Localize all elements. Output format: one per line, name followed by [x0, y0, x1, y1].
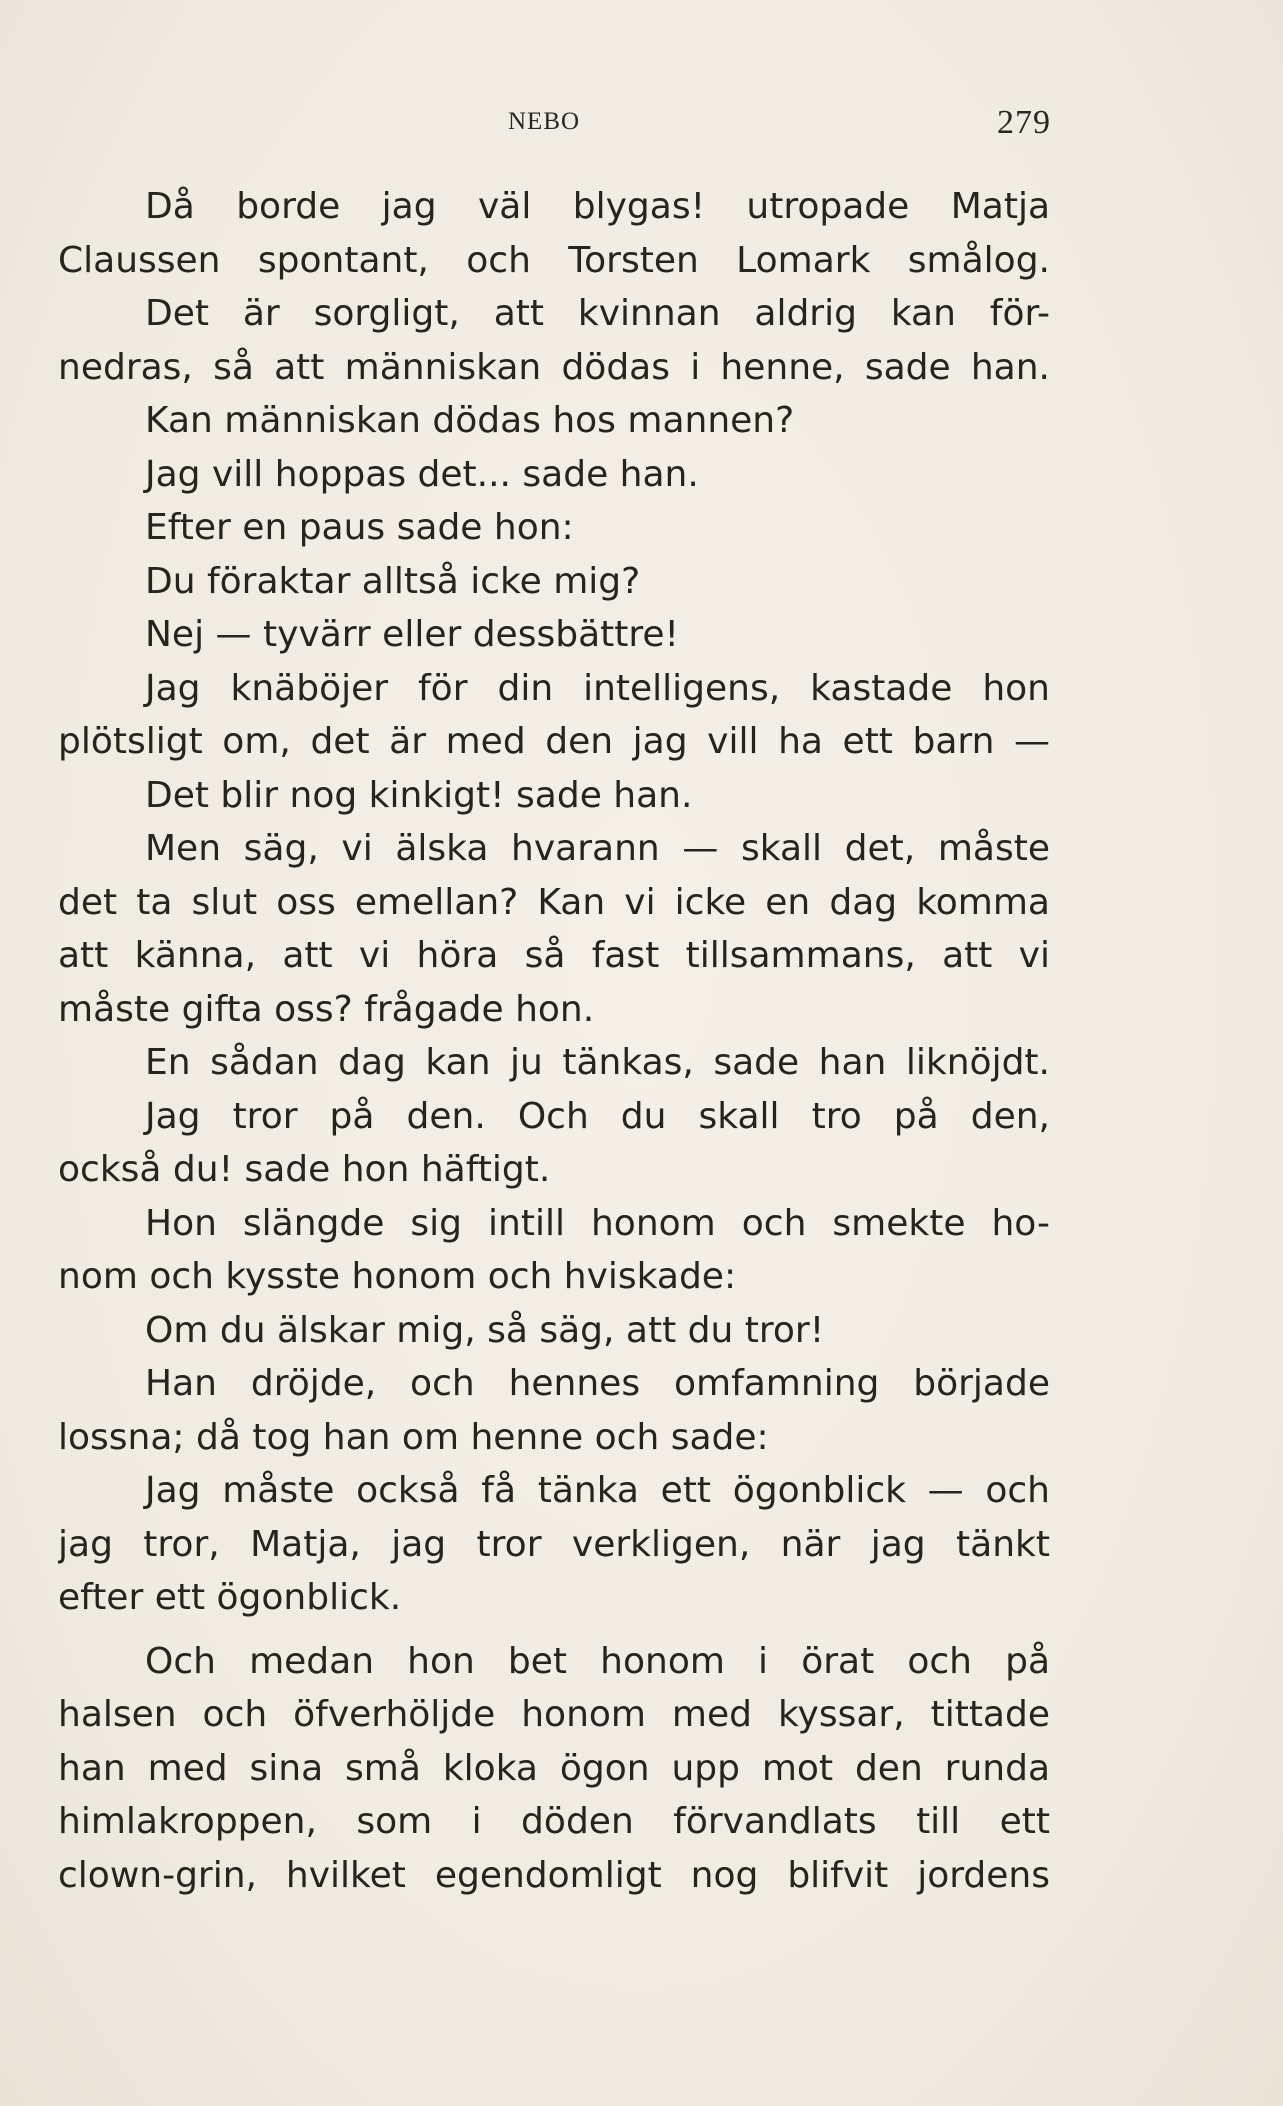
- text-line: Kan människan dödas hos mannen?: [145, 400, 795, 441]
- text-line: Jag vill hoppas det... sade han.: [145, 453, 699, 495]
- text-line: Du föraktar alltså icke mig?: [145, 560, 641, 602]
- text-line: det ta slut oss emellan? Kan vi icke en dag komma: [58, 881, 1050, 923]
- text-line: Det är sorgligt, att kvinnan aldrig kan för-: [145, 293, 1050, 334]
- text-line: Efter en paus sade hon:: [145, 507, 574, 548]
- text-line: Jag tror på den. Och du skall tro på den,: [145, 1095, 1050, 1137]
- text-line: nom och kysste honom och hviskade:: [58, 1256, 737, 1297]
- text-line: Men säg, vi älska hvarann — skall det, måste: [145, 828, 1050, 869]
- text-line: halsen och öfverhöljde honom med kyssar, tittade: [58, 1694, 1050, 1735]
- text-line: clown-grin, hvilket egendomligt nog blifvit jordens: [58, 1854, 1050, 1896]
- text-line: också du! sade hon häftigt.: [58, 1149, 551, 1190]
- page-header: [0, 104, 1283, 148]
- paragraph-gap: [58, 1625, 1050, 1635]
- text-line: Och medan hon bet honom i örat och på: [145, 1640, 1050, 1682]
- page-number: 279: [997, 104, 1051, 141]
- text-line: Det blir nog kinkigt! sade han.: [145, 774, 693, 816]
- running-title: NEBO: [508, 108, 581, 135]
- text-line: lossna; då tog han om henne och sade:: [58, 1416, 769, 1458]
- text-line: En sådan dag kan ju tänkas, sade han liknöjdt.: [145, 1042, 1050, 1083]
- text-line: efter ett ögonblick.: [58, 1577, 402, 1618]
- text-line: Då borde jag väl blygas! utropade Matja: [145, 186, 1050, 227]
- text-line: Jag måste också få tänka ett ögonblick — och: [145, 1470, 1050, 1511]
- text-line: jag tror, Matja, jag tror verkligen, när jag tänkt: [58, 1523, 1050, 1565]
- text-line: Jag knäböjer för din intelligens, kastade hon: [145, 667, 1050, 709]
- text-line: Claussen spontant, och Torsten Lomark smålog.: [58, 239, 1050, 281]
- text-line: himlakroppen, som i döden förvandlats till ett: [58, 1801, 1050, 1842]
- text-line: han med sina små kloka ögon upp mot den runda: [58, 1747, 1050, 1789]
- text-line: måste gifta oss? frågade hon.: [58, 988, 595, 1030]
- text-line: plötsligt om, det är med den jag vill ha ett barn —: [58, 721, 1050, 762]
- text-line: nedras, så att människan dödas i henne, sade han.: [58, 346, 1050, 388]
- body-text: [58, 180, 1050, 1902]
- text-line: att känna, att vi höra så fast tillsammans, att vi: [58, 935, 1050, 976]
- text-line: Nej — tyvärr eller dessbättre!: [145, 614, 679, 655]
- text-line: Han dröjde, och hennes omfamning började: [145, 1363, 1050, 1404]
- text-line: Om du älskar mig, så säg, att du tror!: [145, 1309, 825, 1351]
- text-line: Hon slängde sig intill honom och smekte ho-: [145, 1202, 1050, 1244]
